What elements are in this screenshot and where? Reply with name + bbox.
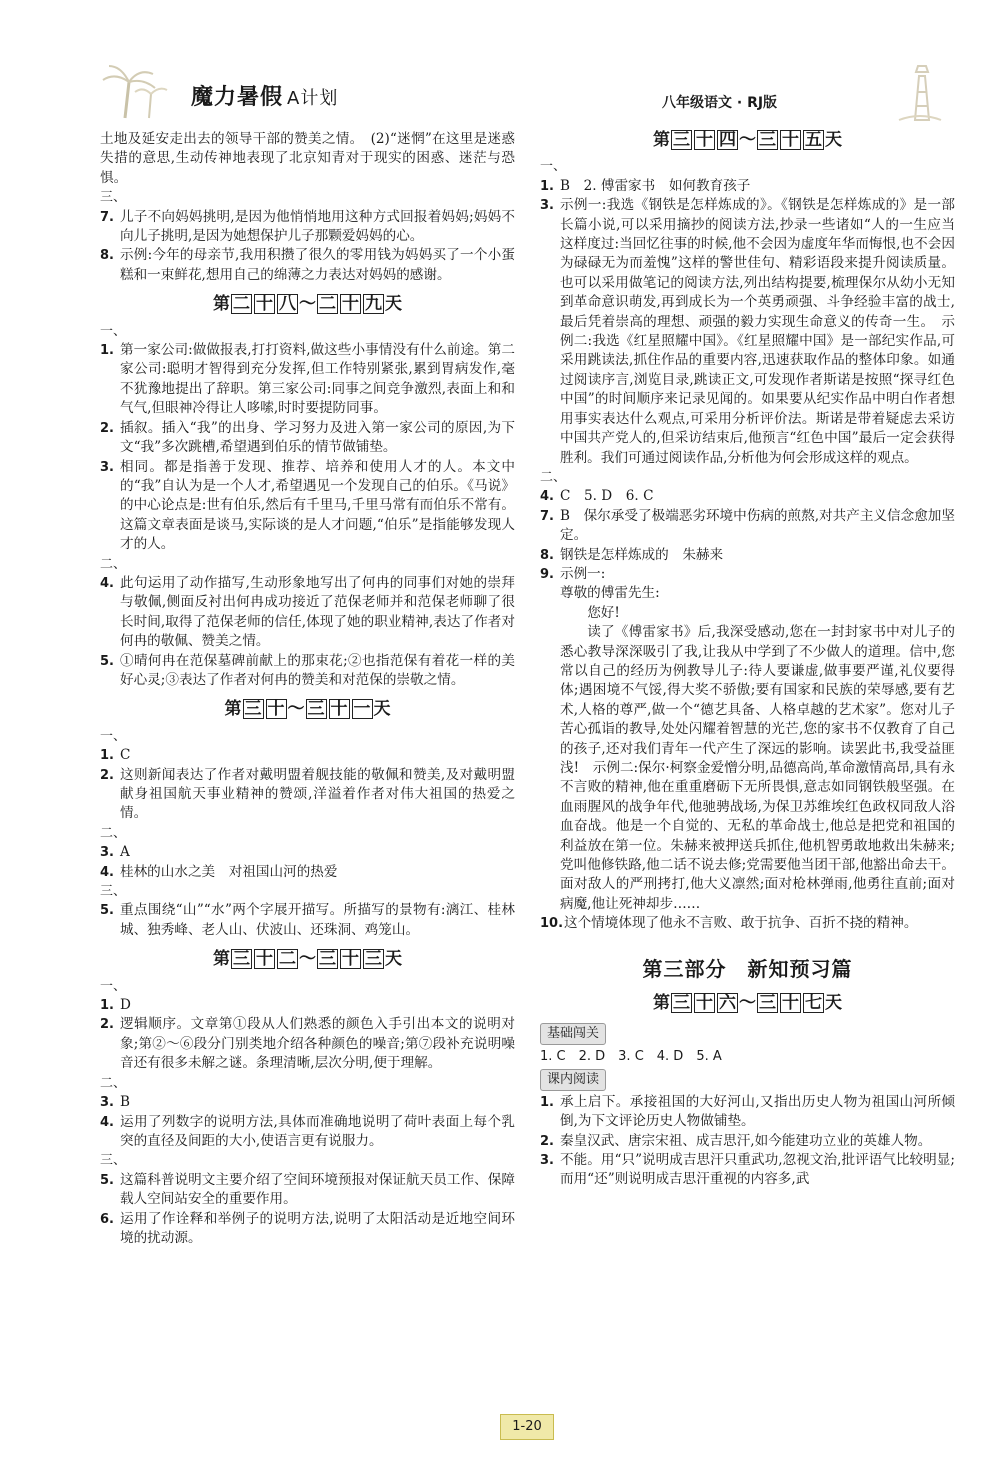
section-label: 二、	[100, 1075, 127, 1091]
item-text: B	[120, 1094, 130, 1111]
heading-char: 二	[279, 949, 296, 970]
section-tag-reading: 课内阅读	[540, 1069, 606, 1090]
item-number: 9.	[540, 566, 554, 582]
day-heading	[100, 294, 515, 314]
heading-char: 二	[319, 294, 336, 315]
heading-char: 五	[805, 130, 822, 150]
heading-char: 第	[653, 130, 670, 150]
item-text: 这则新闻表达了作者对戴明盟着舰技能的敬佩和赞美,及对戴明盟献身祖国航天事业精神的赞颂,洋溢着作者对伟大祖国的热爱之情。	[120, 766, 515, 822]
right-column	[540, 130, 955, 1190]
heading-char: 十	[782, 130, 799, 150]
heading-char: ～	[739, 993, 756, 1014]
heading-char: 天	[385, 949, 402, 970]
item-text: 相同。都是指善于发现、推荐、培养和使用人才的人。本文中的“我”自认为是一个人才,希望遇见一个发现自己的伯乐。《马说》的中心论点是:世有伯乐,然后有千里马,千里马常有而伯乐不常有。这篇文章表面是谈马,实际谈的是人才问题,“伯乐”是指能够发现人才的人。	[120, 458, 515, 553]
item-text: 示例一:我选《钢铁是怎样炼成的》。《钢铁是怎样炼成的》是一部长篇小说,可以采用摘抄的阅读方法,抄录一些诸如“人的一生应当这样度过:当回忆往事的时候,他不会因为虚度年华而悔恨,也不会因为碌碌无为而羞愧”这样的警世佳句、精彩语段来提升阅读质量。也可以采用做笔记的阅读方法,列出结构提要,梳理保尔从幼小无知到革命意识萌发,再到成长为一个英勇顽强、斗争经验丰富的战士,最后凭着崇高的理想、顽强的毅力实现生命意义的传奇一生。 示例二:我选《红星照耀中国》。《红星照耀中国》是一部纪实作品,可采用跳读法,抓住作品的重要内容,迅速获取作品的整体印象。如通过阅读序言,浏览目录,跳读正文,可发现作者斯诺是按照“探寻红色中国”的时间顺序来记录见闻的。如果要从纪实作品中明白作者想用事实表达什么观点,可采用分析评价法。斯诺是带着疑虑去采访中国共产党人的,但采访结束后,他预言“红色中国”最后一定会获得胜利。我们可通过阅读作品,分析他为何会形成这样的观点。	[560, 197, 955, 466]
answer-item	[540, 507, 955, 546]
item-number: 1.	[540, 178, 554, 194]
letter-body: 读了《傅雷家书》后,我深受感动,您在一封封家书中对儿子的悉心教导深深吸引了我,让我从中学到了不少做人的道理。信中,您常以自己的经历为例教导儿子:待人要谦虚,做事要严谨,礼仪要得体;遇困境不气馁,得大奖不骄傲;要有国家和民族的荣辱感,要有艺术,人格的尊严,做一个“德艺具备、人格卓越的艺术家”。您对儿子苦心孤诣的教导,处处闪耀着智慧的光芒,您的家书不仅教育了自己的孩子,还对我们青年一代产生了深远的影响。读罢此书,我受益匪浅! 示例二:保尔·柯察金爱憎分明,品德高尚,革命激情高昂,具有永不言败的精神,他在重重磨砺下无所畏惧,意志如同钢铁般坚强。在血雨腥风的战争年代,他驰骋战场,为保卫苏维埃红色政权同敌人浴血奋战。他是一个自觉的、无私的革命战士,他总是把党和祖国的利益放在第一位。朱赫来被押送兵抓住,他机智勇敢地救出朱赫来;党叫他修铁路,他二话不说去修;党需要他当团干部,他豁出命去干。面对敌人的严刑拷打,他大义凛然;面对枪林弹雨,他勇往直前;面对病魔,他让死神却步……	[560, 624, 955, 912]
answer-item	[100, 1113, 515, 1152]
section-label: 二、	[540, 469, 567, 485]
item-text: 此句运用了动作描写,生动形象地写出了何冉的同事们对她的崇拜与敬佩,侧面反衬出何冉成功接近了范保老师并和范保老师聊了很长时间,取得了范保老师的信任,体现了她的职业精神,表达了作者对何冉的敬佩、赞美之情。	[120, 574, 515, 650]
heading-char: 十	[696, 130, 713, 150]
item-text: 不能。用“只”说明成吉思汗只重武功,忽视文治,批评语气比较明显;而用“还”则说明成吉思汗重视的内容多,武	[560, 1151, 955, 1188]
item-text: 桂林的山水之美 对祖国山河的热爱	[120, 863, 338, 880]
item-number: 8.	[100, 248, 114, 264]
page-number: 1-20	[500, 1414, 554, 1440]
item-text: 儿子不向妈妈挑明,是因为他悄悄地用这种方式回报着妈妈;妈妈不向儿子挑明,是因为她想保护儿子那颗爱妈妈的心。	[120, 208, 515, 245]
section-label: 二、	[100, 556, 127, 572]
heading-char: ～	[739, 130, 756, 150]
item-number: 1.	[100, 998, 114, 1014]
item-text: A	[120, 844, 130, 861]
heading-char: 十	[256, 294, 273, 315]
heading-char: 第	[213, 294, 230, 315]
item-number: 4.	[540, 489, 554, 505]
item-number: 8.	[540, 547, 554, 563]
heading-char: ～	[299, 294, 316, 315]
heading-char: 十	[696, 993, 713, 1014]
part-title: 第三部分 新知预习篇	[642, 956, 853, 981]
palm-tree-icon	[95, 60, 175, 120]
item-number: 4.	[100, 864, 114, 880]
answer-item	[100, 1171, 515, 1210]
heading-char: 十	[342, 294, 359, 315]
heading-char: 十	[782, 993, 799, 1014]
day-heading	[540, 130, 955, 150]
heading-char: 天	[373, 699, 391, 720]
item-number: 3.	[100, 459, 114, 475]
item-number: 5.	[100, 1172, 114, 1188]
answer-item	[100, 996, 515, 1015]
heading-char: 一	[353, 699, 371, 720]
item-number: 6.	[100, 1211, 114, 1227]
answer-item	[540, 1132, 955, 1151]
answer-item	[540, 196, 955, 468]
item-number: 2.	[100, 420, 114, 436]
heading-char: 天	[825, 130, 842, 150]
item-number: 7.	[100, 209, 114, 225]
item-number: 1.	[540, 1094, 554, 1110]
heading-char: 七	[805, 993, 822, 1014]
heading-char: 九	[365, 294, 382, 315]
answer-item	[100, 341, 515, 419]
answer-item	[100, 246, 515, 285]
heading-char: 天	[385, 294, 402, 315]
answer-sequence: 1. C 2. D 3. C 4. D 5. A	[540, 1048, 722, 1064]
answer-item	[100, 1093, 515, 1112]
item-text: 承上启下。承接祖国的大好河山,又指出历史人物为祖国山河所倾倒,为下文评论历史人物做铺垫。	[560, 1093, 955, 1130]
section-label: 三、	[100, 1153, 127, 1169]
letter-greeting: 您好!	[587, 604, 620, 621]
answer-item	[100, 208, 515, 247]
heading-char: 三	[365, 949, 382, 970]
answer-item	[540, 177, 955, 196]
item-number: 2.	[100, 1017, 114, 1033]
left-column	[100, 130, 515, 1248]
item-number: 1.	[100, 748, 114, 764]
heading-char: 三	[759, 993, 776, 1014]
brand-title	[191, 80, 338, 111]
heading-char: 十	[342, 949, 359, 970]
section-label: 一、	[100, 323, 127, 339]
brand-suffix: A计划	[287, 88, 339, 109]
item-number: 2.	[540, 1133, 554, 1149]
heading-char: 天	[825, 993, 842, 1014]
section-label: 一、	[540, 159, 567, 175]
item-text: 第一家公司:做做报表,打打资料,做这些小事情没有什么前途。第二家公司:聪明才智得到充分发挥,但工作特别紧张,累到胃病发作,毫不犹豫地提出了辞职。第三家公司:同事之间竞争激烈,表面上和和气气,但眼神冷得让人哆嗦,时时要提防同事。	[120, 342, 515, 417]
item-text: 钢铁是怎样炼成的 朱赫来	[560, 546, 724, 563]
item-number: 4.	[100, 575, 114, 591]
item-number: 4.	[100, 1114, 114, 1130]
section-label: 一、	[100, 728, 127, 744]
item-text: 示例一:	[560, 565, 606, 582]
item-text: 这篇科普说明文主要介绍了空间环境预报对保证航天员工作、保障载人空间站安全的重要作用。	[120, 1171, 515, 1208]
heading-char: 十	[267, 699, 285, 720]
grade-label: 八年级语文 · RJ版	[662, 95, 778, 111]
item-text: D	[120, 997, 131, 1014]
item-text: ①晴何冉在范保墓碑前献上的那束花;②也指范保有着花一样的美好心灵;③表达了作者对何冉的赞美和对范保的崇敬之情。	[120, 652, 515, 688]
answer-item	[100, 746, 515, 765]
heading-char: 八	[279, 294, 296, 315]
item-text: B 保尔承受了极端恶劣环境中伤病的煎熬,对共产主义信念愈加坚定。	[560, 507, 955, 544]
heading-char: 六	[719, 993, 736, 1014]
item-text: 这个情境体现了他永不言败、敢于抗争、百折不挠的精神。	[564, 915, 918, 932]
item-text: B 2. 傅雷家书 如何教育孩子	[560, 177, 751, 194]
item-number: 5.	[100, 903, 114, 919]
item-text: C	[120, 747, 131, 764]
heading-char: 三	[673, 993, 690, 1014]
answer-item	[540, 565, 955, 584]
answer-item	[540, 914, 955, 933]
section-tag-basic: 基础闯关	[540, 1023, 606, 1044]
day-heading	[540, 993, 955, 1013]
day-heading	[100, 949, 515, 969]
item-number: 2.	[100, 767, 114, 783]
heading-char: 第	[213, 949, 230, 970]
item-number: 3.	[100, 845, 114, 861]
answer-text: 土地及延安走出去的领导干部的赞美之情。 (2)“迷惘”在这里是迷惑失措的意思,生动传神地表现了北京知青对于现实的困惑、迷茫与恐惧。	[100, 131, 515, 186]
section-label: 一、	[100, 978, 127, 994]
answer-item	[540, 546, 955, 565]
answer-item	[100, 863, 515, 882]
item-number: 10.	[540, 916, 564, 932]
answer-item	[100, 419, 515, 458]
day-heading	[100, 699, 515, 719]
item-number: 3.	[540, 1152, 554, 1168]
heading-char: 三	[233, 949, 250, 970]
item-number: 7.	[540, 508, 554, 524]
heading-char: 三	[244, 699, 262, 720]
item-number: 3.	[100, 1095, 114, 1111]
answer-item	[100, 901, 515, 940]
heading-char: 三	[319, 949, 336, 970]
item-text: 重点围绕“山”“水”两个字展开描写。所描写的景物有:漓江、桂林城、独秀峰、老人山、伏波山、还珠洞、鸡笼山。	[120, 902, 515, 938]
heading-char: 二	[233, 294, 250, 315]
item-number: 1.	[100, 343, 114, 359]
brand-name: 魔力暑假	[191, 85, 284, 110]
lighthouse-icon	[895, 62, 945, 122]
answer-item	[540, 1151, 955, 1190]
item-number: 3.	[540, 198, 554, 214]
item-number: 5.	[100, 653, 114, 669]
item-text: 插叙。插入“我”的出身、学习努力及进入第一家公司的原因,为下文“我”多次跳槽,希望遇到伯乐的情节做铺垫。	[120, 419, 515, 456]
heading-char: 十	[256, 949, 273, 970]
heading-char: 三	[307, 699, 325, 720]
item-text: 运用了列数字的说明方法,具体而准确地说明了荷叶表面上每个乳突的直径及间距的大小,使语言更有说服力。	[120, 1113, 515, 1149]
answer-item	[100, 458, 515, 555]
item-text: C 5. D 6. C	[560, 488, 654, 505]
letter-salutation: 尊敬的傅雷先生:	[560, 585, 660, 602]
answer-item	[540, 487, 955, 506]
answer-item	[540, 1093, 955, 1132]
item-text: 示例:今年的母亲节,我用积攒了很久的零用钱为妈妈买了一个小蛋糕和一束鲜花,想用自己的绵薄之力表达对妈妈的感谢。	[120, 247, 515, 283]
heading-char: 四	[719, 130, 736, 150]
answer-item	[100, 1210, 515, 1249]
section-label: 三、	[100, 190, 127, 206]
answer-item	[100, 766, 515, 824]
heading-char: 十	[330, 699, 348, 720]
answer-item	[100, 1015, 515, 1073]
heading-char: 第	[224, 699, 242, 720]
item-text: 逻辑顺序。文章第①段从人们熟悉的颜色入手引出本文的说明对象;第②～⑥段分门别类地介绍各种颜色的噪音;第⑦段补充说明噪音还有很多未解之谜。条理清晰,层次分明,便于理解。	[120, 1016, 515, 1072]
heading-char: 三	[673, 130, 690, 150]
heading-char: ～	[287, 699, 305, 720]
answer-item	[100, 574, 515, 652]
section-label: 二、	[100, 825, 127, 841]
answer-item	[100, 843, 515, 862]
heading-char: ～	[299, 949, 316, 970]
answer-item	[100, 652, 515, 691]
heading-char: 三	[759, 130, 776, 150]
item-text: 秦皇汉武、唐宗宋祖、成吉思汗,如今能建功立业的英雄人物。	[560, 1132, 932, 1149]
heading-char: 第	[653, 993, 670, 1014]
item-text: 运用了作诠释和举例子的说明方法,说明了太阳活动是近地空间环境的扰动源。	[120, 1210, 515, 1246]
section-label: 三、	[100, 884, 127, 900]
header-left	[95, 60, 495, 120]
